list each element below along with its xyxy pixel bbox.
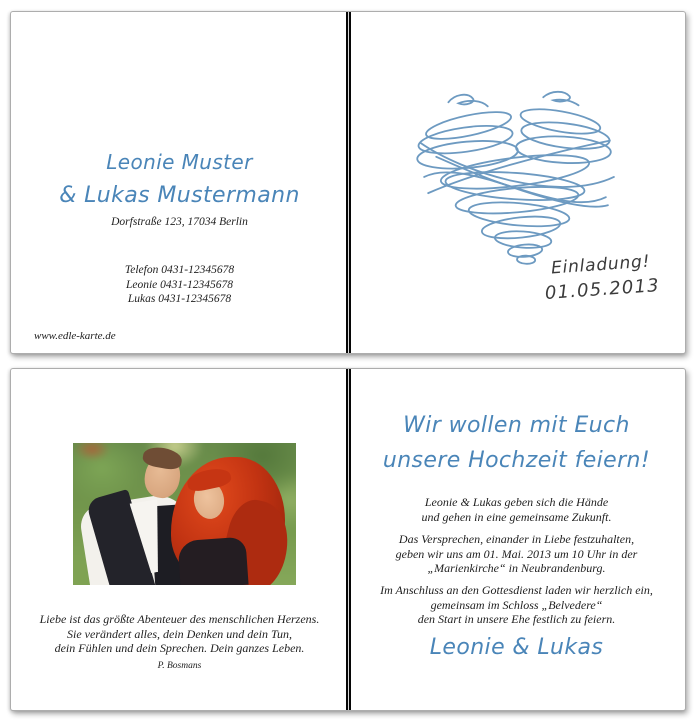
website-url: www.edle-karte.de bbox=[34, 330, 116, 342]
phone-line: Lukas 0431-12345678 bbox=[127, 293, 232, 305]
phone-block bbox=[11, 263, 348, 307]
photo-woman-top bbox=[177, 537, 248, 585]
paragraph-line: Im Anschluss an den Gottesdienst laden wir herzlich ein, bbox=[380, 583, 653, 597]
signature: Leonie & Lukas bbox=[429, 635, 604, 660]
quote-author: P. Bosmans bbox=[157, 660, 202, 671]
phone-line: Leonie 0431-12345678 bbox=[125, 278, 233, 291]
quote-line: Sie verändert alles, dein Denken und dein Tun, bbox=[67, 626, 292, 641]
paragraph-line: geben wir uns am 01. Mai. 2013 um 10 Uhr in der bbox=[395, 546, 638, 561]
quote-line: dein Fühlen und dein Sprechen. Dein ganzes Leben. bbox=[54, 641, 305, 655]
scribble-heart-icon bbox=[408, 84, 624, 276]
name-line-1: Leonie Muster bbox=[106, 150, 253, 174]
couple-names bbox=[11, 150, 348, 208]
love-quote bbox=[11, 612, 348, 673]
paragraph-line: den Start in unsere Ehe festlich zu feiern. bbox=[417, 612, 616, 626]
invitation-paragraph bbox=[348, 495, 685, 524]
card-back-panel bbox=[11, 12, 348, 353]
address-line: Dorfstraße 123, 17034 Berlin bbox=[111, 216, 248, 228]
invitation-caption bbox=[543, 251, 661, 304]
card-spread-inside bbox=[10, 368, 686, 711]
invitation-title: Einladung! bbox=[550, 251, 651, 279]
phone-line: Telefon 0431-12345678 bbox=[124, 264, 235, 276]
card-spread-outside bbox=[10, 11, 686, 354]
heading-line-2: unsere Hochzeit feiern! bbox=[382, 448, 651, 473]
fold-line bbox=[346, 12, 351, 353]
quote-line: Liebe ist das größte Abenteuer des menschlichen Herzens. bbox=[39, 612, 320, 626]
photo-page-panel bbox=[11, 369, 348, 710]
paragraph-line: gemeinsam im Schloss „Belvedere“ bbox=[430, 597, 603, 612]
invitation-paragraph bbox=[348, 583, 685, 627]
invitation-heading bbox=[348, 413, 685, 473]
invitation-paragraph bbox=[348, 532, 685, 576]
text-page-panel bbox=[348, 369, 685, 710]
paragraph-line: Das Versprechen, einander in Liebe festzuhalten, bbox=[398, 532, 635, 546]
paragraph-line: und gehen in eine gemeinsame Zukunft. bbox=[421, 509, 612, 524]
wedding-date: 01.05.2013 bbox=[544, 274, 661, 304]
heading-line-1: Wir wollen mit Euch bbox=[403, 413, 630, 438]
card-front-panel bbox=[348, 12, 685, 353]
couple-photo bbox=[73, 443, 296, 585]
paragraph-line: Leonie & Lukas geben sich die Hände bbox=[424, 495, 609, 509]
name-line-2: & Lukas Mustermann bbox=[59, 183, 300, 208]
paragraph-line: „Marienkirche“ in Neubrandenburg. bbox=[427, 561, 606, 575]
fold-line bbox=[346, 369, 351, 710]
